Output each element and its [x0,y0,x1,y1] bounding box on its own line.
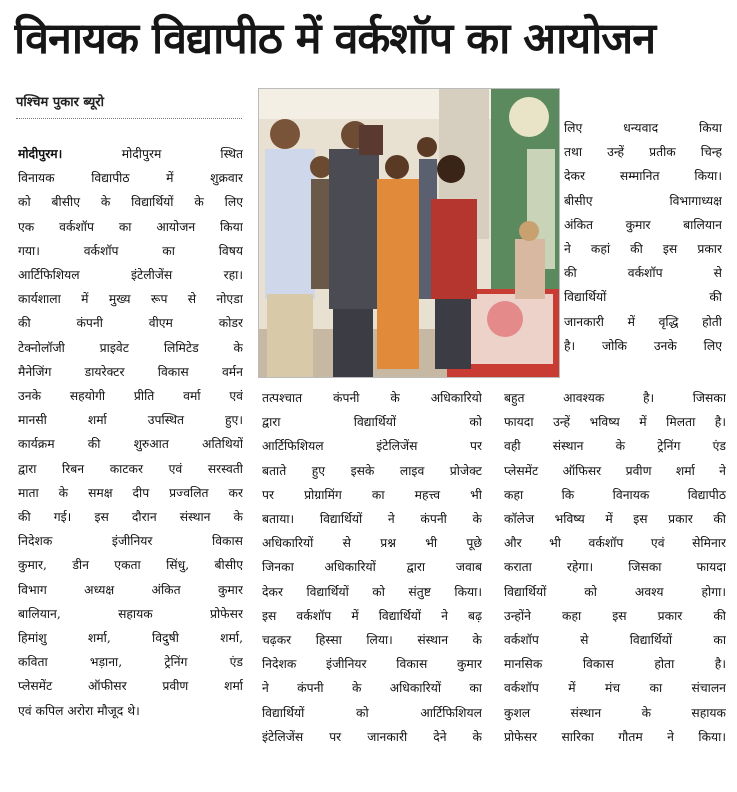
article-line: देकर सम्मानित किया। [564,169,722,184]
article-line: हिमांशु शर्मा, विदुषी शर्मा, [18,631,243,646]
article-line: चढ़कर हिस्सा लिया। संस्थान के [262,633,482,648]
article-line: द्वारा विद्यार्थियों को [262,415,482,430]
article-line: निदेशक इंजीनियर विकास [18,534,243,549]
article-line: कहा कि विनायक विद्यापीठ [504,487,726,502]
article-line: कविता भड़ाना, ट्रेनिंग एंड [18,655,243,670]
article-line: देकर विद्यार्थियों को संतुष्ट किया। [262,584,482,599]
article-line: मानसिक विकास होता है। [504,657,726,672]
article-line: विभाग अध्यक्ष अंकित कुमार [18,582,243,597]
article-line: प्लेसमेंट ऑफिसर प्रवीण शर्मा ने [504,463,726,478]
headline: विनायक विद्यापीठ में वर्कशॉप का आयोजन [14,14,656,64]
article-line: इस वर्कशॉप में विद्यार्थियों ने बढ़ [262,608,482,623]
article-line: ने कहां की इस प्रकार [564,242,722,257]
article-line: उन्होंने कहा इस प्रकार की [504,608,726,623]
article-line: विद्यार्थियों को अवश्य होगा। [504,584,726,599]
article-line: लिए धन्यवाद किया [564,121,722,135]
article-column-right-top [564,116,722,384]
article-line: और भी वर्कशॉप एवं सेमिनार [504,536,726,551]
article-line: कार्यशाला में मुख्य रूप से नोएडा [18,292,243,307]
article-line: बालियान, सहायक प्रोफेसर [18,606,243,621]
article-line: को बीसीए के विद्यार्थियों के लिए [18,195,243,210]
article-line: माता के समक्ष दीप प्रज्वलित कर [18,485,243,500]
article-line: अधिकारियों से प्रश्न भी पूछे [262,536,482,551]
byline-divider [16,118,242,119]
article-line: पर प्रोग्रामिंग का महत्त्व भी [262,487,482,502]
article-line: की कंपनी वीएम कोडर [18,316,243,331]
article-line: कराता रहेगा। जिसका फायदा [504,560,726,575]
article-line: आर्टिफिशियल इंटेलीजेंस रहा। [18,268,243,283]
dateline: मोदीपुरम। [18,146,122,161]
article-line: विद्यार्थियों की [564,290,722,305]
article-line: बताया। विद्यार्थियों ने कंपनी के [262,512,482,527]
article-column-middle [262,386,482,784]
article-line: निदेशक इंजीनियर विकास कुमार [262,657,482,672]
article-line: वर्कशॉप से विद्यार्थियों का [504,633,726,648]
article-line: तत्पश्चात कंपनी के अधिकारियो [262,391,482,405]
article-line-text: मोदीपुरम स्थित [121,147,243,161]
article-column-right [504,386,726,784]
article-line: तथा उन्हें प्रतीक चिन्ह [564,145,722,160]
article-line: मानसी शर्मा उपस्थित हुए। [18,413,243,428]
article-line: आर्टिफिशियल इंटेलिजेंस पर [262,439,482,454]
article-line: जानकारी में वृद्धि होती [564,314,722,329]
article-line: बताते हुए इसके लाइव प्रोजेक्ट [262,463,482,478]
article-line: कुशल संस्थान के सहायक [504,705,726,720]
event-photo [258,88,560,378]
article-line: एवं कपिल अरोरा मौजूद थे। [18,703,140,718]
article-line: जिनका अधिकारियों द्वारा जवाब [262,560,482,575]
article-line: फायदा उन्हें भविष्य में मिलता है। [504,415,726,430]
article-line: वर्कशॉप में मंच का संचालन [504,681,726,696]
article-line: प्लेसमेंट ऑफीसर प्रवीण शर्मा [18,679,243,694]
article-line: विद्यार्थियों को आर्टिफिशियल [262,705,482,720]
article-line: की वर्कशॉप से [564,266,722,281]
article-line: प्रोफेसर सारिका गौतम ने किया। [504,729,726,744]
article-line: कार्यक्रम की शुरुआत अतिथियों [18,437,243,452]
article-line: बहुत आवश्यक है। जिसका [504,391,726,405]
article-line: उनके सहयोगी प्रीति वर्मा एवं [18,389,243,404]
article-line: बीसीए विभागाध्यक्ष [564,193,722,208]
article-line: विनायक विद्यापीठ में शुक्रवार [18,171,243,186]
article-line: कॉलेज भविष्य में इस प्रकार की [504,512,726,527]
article-line: है। जोकि उनके लिए [564,338,722,353]
article-line: की गई। इस दौरान संस्थान के [18,510,243,525]
article-line: टेक्नोलॉजी प्राइवेट लिमिटेड के [18,340,243,355]
article-line: एक वर्कशॉप का आयोजन किया [18,219,243,234]
article-line: द्वारा रिबन काटकर एवं सरस्वती [18,461,243,476]
article-line [18,142,243,166]
article-line: इंटेलिजेंस पर जानकारी देने के [262,729,482,744]
article-line: मैनेजिंग डायरेक्टर विकास वर्मन [18,364,243,379]
article-line: कुमार, डीन एकता सिंधु, बीसीए [18,558,243,573]
article-line: वही संस्थान के ट्रेनिंग एंड [504,439,726,454]
article-line: ने कंपनी के अधिकारियों का [262,681,482,696]
article-line: अंकित कुमार बालियान [564,217,722,232]
article-line: गया। वर्कशॉप का विषय [18,243,243,258]
article-column-left [18,142,243,782]
byline: पश्चिम पुकार ब्यूरो [16,95,104,110]
